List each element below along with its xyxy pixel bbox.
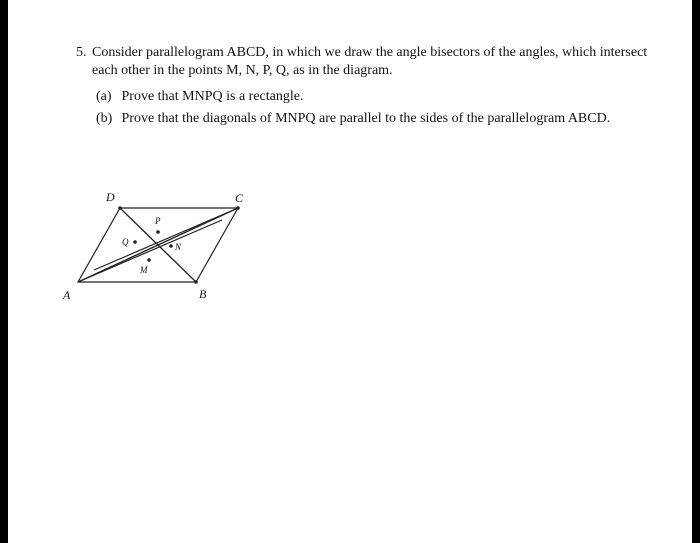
problem-statement: Consider parallelogram ABCD, in which we draw the angle bisectors of the angles, which intersect each other in the points M, N, P, Q, as in the diagram. bbox=[92, 45, 648, 78]
vertex-d-dot bbox=[118, 206, 122, 210]
problem-number: 5. bbox=[76, 45, 87, 60]
vertex-label-c: C bbox=[235, 191, 244, 205]
part-a-text: Prove that MNPQ is a rectangle. bbox=[121, 89, 304, 104]
point-p-dot bbox=[156, 230, 160, 234]
part-b-tag: (b) bbox=[96, 111, 113, 126]
point-label-m: M bbox=[140, 265, 148, 275]
part-a-tag: (a) bbox=[96, 89, 112, 104]
point-q-dot bbox=[133, 240, 137, 244]
point-label-q: Q bbox=[122, 237, 129, 247]
vertex-b-dot bbox=[194, 280, 198, 284]
vertex-label-a: A bbox=[63, 288, 71, 302]
part-b-text: Prove that the diagonals of MNPQ are parallel to the sides of the parallelogram ABCD. bbox=[121, 111, 611, 126]
point-label-p: P bbox=[155, 216, 161, 226]
parallelogram-diagram bbox=[8, 0, 692, 543]
vertex-c-dot bbox=[236, 206, 240, 210]
point-label-n: N bbox=[175, 242, 182, 252]
vertex-label-b: B bbox=[199, 287, 207, 301]
point-m-dot bbox=[147, 258, 151, 262]
document-page bbox=[8, 0, 692, 543]
bisector-a2 bbox=[78, 220, 222, 282]
vertex-label-d: D bbox=[106, 190, 115, 204]
point-n-dot bbox=[169, 244, 173, 248]
bisector-c2 bbox=[94, 208, 238, 270]
